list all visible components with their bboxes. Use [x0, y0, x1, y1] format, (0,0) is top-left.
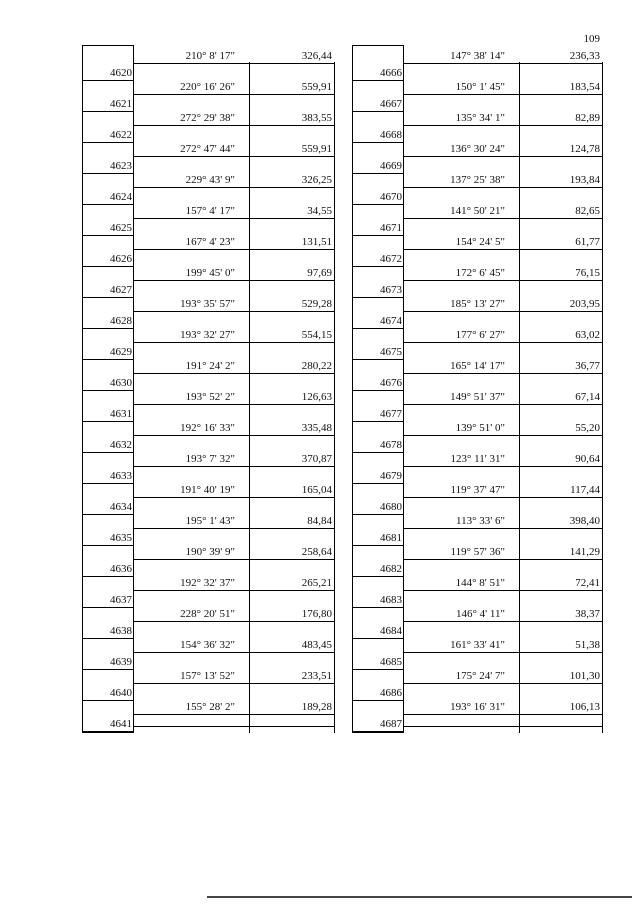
- point-row-divider: [82, 297, 134, 298]
- point-id: 4668: [380, 129, 402, 141]
- distance-cell: 265,21: [249, 577, 334, 591]
- point-id: 4641: [110, 718, 132, 730]
- point-row-divider: [82, 607, 134, 608]
- angle-cell: 157° 13' 52": [134, 670, 249, 684]
- point-id: 4639: [110, 656, 132, 668]
- point-row-divider: [352, 204, 404, 205]
- distance-cell: 84,84: [249, 515, 334, 529]
- distance-cell: 258,64: [249, 546, 334, 560]
- distance-cell: 36,77: [519, 360, 602, 374]
- angle-cell: 139° 51' 0": [404, 422, 519, 436]
- distance-cell: 183,54: [519, 81, 602, 95]
- point-row-divider: [352, 545, 404, 546]
- angle-cell: 144° 8' 51": [404, 577, 519, 591]
- point-id: 4678: [380, 439, 402, 451]
- angle-cell: 119° 37' 47": [404, 484, 519, 498]
- point-row-divider: [352, 607, 404, 608]
- angle-cell: 113° 33' 6": [404, 515, 519, 529]
- angle-cell: 210° 8' 17": [134, 50, 249, 64]
- angle-cell: 220° 16' 26": [134, 81, 249, 95]
- point-id: 4631: [110, 408, 132, 420]
- point-id: 4676: [380, 377, 402, 389]
- point-row-divider: [82, 204, 134, 205]
- angle-cell: 193° 35' 57": [134, 298, 249, 312]
- distance-cell: 326,44: [249, 50, 334, 64]
- point-row-divider: [352, 297, 404, 298]
- angle-cell: 154° 24' 5": [404, 236, 519, 250]
- point-row-divider: [352, 576, 404, 577]
- point-id: 4633: [110, 470, 132, 482]
- angle-cell: 192° 32' 37": [134, 577, 249, 591]
- point-row-divider: [352, 421, 404, 422]
- point-id: 4623: [110, 160, 132, 172]
- distance-cell: 326,25: [249, 174, 334, 188]
- point-row-divider: [82, 576, 134, 577]
- angle-cell: 229° 43' 9": [134, 174, 249, 188]
- distance-cell: 106,13: [519, 701, 602, 715]
- distance-cell: 383,55: [249, 112, 334, 126]
- point-id: 4622: [110, 129, 132, 141]
- point-row-divider: [82, 638, 134, 639]
- point-id: 4630: [110, 377, 132, 389]
- point-id: 4683: [380, 594, 402, 606]
- distance-cell: 82,65: [519, 205, 602, 219]
- point-id: 4667: [380, 98, 402, 110]
- point-id: 4674: [380, 315, 402, 327]
- table-right-border: [334, 62, 335, 733]
- distance-cell: 176,80: [249, 608, 334, 622]
- distance-cell: 335,48: [249, 422, 334, 436]
- point-id: 4632: [110, 439, 132, 451]
- point-id: 4629: [110, 346, 132, 358]
- angle-cell: 193° 52' 2": [134, 391, 249, 405]
- distance-cell: 34,55: [249, 205, 334, 219]
- distance-cell: 233,51: [249, 670, 334, 684]
- point-id: 4675: [380, 346, 402, 358]
- point-row-divider: [82, 142, 134, 143]
- angle-cell: 192° 16' 33": [134, 422, 249, 436]
- angle-cell: 154° 36' 32": [134, 639, 249, 653]
- point-row-divider: [352, 669, 404, 670]
- distance-cell: 117,44: [519, 484, 602, 498]
- distance-cell: 189,28: [249, 701, 334, 715]
- point-row-divider: [352, 514, 404, 515]
- point-row-divider: [352, 142, 404, 143]
- point-id: 4686: [380, 687, 402, 699]
- table-right-border: [602, 62, 603, 733]
- distance-cell: 82,89: [519, 112, 602, 126]
- point-id: 4638: [110, 625, 132, 637]
- point-id: 4669: [380, 160, 402, 172]
- angle-cell: 150° 1' 45": [404, 81, 519, 95]
- point-id: 4634: [110, 501, 132, 513]
- point-row-divider: [82, 700, 134, 701]
- distance-cell: 141,29: [519, 546, 602, 560]
- distance-cell: 51,38: [519, 639, 602, 653]
- point-row-divider: [82, 328, 134, 329]
- angle-cell: 167° 4' 23": [134, 236, 249, 250]
- angle-cell: 185° 13' 27": [404, 298, 519, 312]
- point-row-divider: [352, 700, 404, 701]
- point-row-divider: [352, 80, 404, 81]
- angle-cell: 119° 57' 36": [404, 546, 519, 560]
- distance-cell: 236,33: [519, 50, 602, 64]
- point-id: 4624: [110, 191, 132, 203]
- angle-cell: 175° 24' 7": [404, 670, 519, 684]
- table-bottom-rule: [134, 726, 334, 727]
- angle-cell: 172° 6' 45": [404, 267, 519, 281]
- point-row-divider: [352, 483, 404, 484]
- angle-cell: 193° 16' 31": [404, 701, 519, 715]
- point-row-divider: [352, 638, 404, 639]
- point-row-divider: [82, 421, 134, 422]
- point-id: 4673: [380, 284, 402, 296]
- point-id: 4687: [380, 718, 402, 730]
- distance-cell: 76,15: [519, 267, 602, 281]
- distance-cell: 101,30: [519, 670, 602, 684]
- angle-cell: 135° 34' 1": [404, 112, 519, 126]
- point-id: 4635: [110, 532, 132, 544]
- distance-cell: 131,51: [249, 236, 334, 250]
- point-id: 4640: [110, 687, 132, 699]
- angle-cell: 141° 50' 21": [404, 205, 519, 219]
- distance-cell: 38,37: [519, 608, 602, 622]
- point-row-divider: [352, 452, 404, 453]
- angle-cell: 193° 7' 32": [134, 453, 249, 467]
- point-id: 4682: [380, 563, 402, 575]
- point-id: 4680: [380, 501, 402, 513]
- angle-cell: 165° 14' 17": [404, 360, 519, 374]
- distance-cell: 483,45: [249, 639, 334, 653]
- point-row-divider: [82, 452, 134, 453]
- distance-cell: 63,02: [519, 329, 602, 343]
- angle-cell: 147° 38' 14": [404, 50, 519, 64]
- angle-cell: 146° 4' 11": [404, 608, 519, 622]
- point-row-divider: [82, 266, 134, 267]
- angle-cell: 177° 6' 27": [404, 329, 519, 343]
- angle-cell: 161° 33' 41": [404, 639, 519, 653]
- distance-cell: 126,63: [249, 391, 334, 405]
- point-id: 4621: [110, 98, 132, 110]
- distance-cell: 554,15: [249, 329, 334, 343]
- point-id: 4620: [110, 67, 132, 79]
- distance-cell: 55,20: [519, 422, 602, 436]
- point-row-divider: [82, 669, 134, 670]
- point-row-divider: [352, 359, 404, 360]
- point-row-divider: [352, 235, 404, 236]
- angle-cell: 195° 1' 43": [134, 515, 249, 529]
- distance-cell: 559,91: [249, 143, 334, 157]
- angle-cell: 155° 28' 2": [134, 701, 249, 715]
- point-row-divider: [82, 235, 134, 236]
- point-row-divider: [82, 359, 134, 360]
- point-id: 4685: [380, 656, 402, 668]
- angle-cell: 157° 4' 17": [134, 205, 249, 219]
- point-id: 4627: [110, 284, 132, 296]
- angle-cell: 137° 25' 38": [404, 174, 519, 188]
- table-bottom-rule: [404, 726, 602, 727]
- angle-cell: 136° 30' 24": [404, 143, 519, 157]
- distance-cell: 67,14: [519, 391, 602, 405]
- distance-cell: 61,77: [519, 236, 602, 250]
- angle-cell: 199° 45' 0": [134, 267, 249, 281]
- distance-cell: 97,69: [249, 267, 334, 281]
- angle-cell: 228° 20' 51": [134, 608, 249, 622]
- angle-cell: 191° 24' 2": [134, 360, 249, 374]
- point-row-divider: [82, 731, 134, 732]
- point-id: 4625: [110, 222, 132, 234]
- point-row-divider: [82, 545, 134, 546]
- point-id: 4626: [110, 253, 132, 265]
- point-id: 4671: [380, 222, 402, 234]
- point-row-divider: [82, 111, 134, 112]
- angle-cell: 149° 51' 37": [404, 391, 519, 405]
- page-number: 109: [583, 33, 600, 45]
- point-row-divider: [352, 731, 404, 732]
- point-id: 4672: [380, 253, 402, 265]
- point-id: 4677: [380, 408, 402, 420]
- angle-cell: 272° 29' 38": [134, 112, 249, 126]
- point-row-divider: [82, 483, 134, 484]
- point-id: 4679: [380, 470, 402, 482]
- distance-cell: 529,28: [249, 298, 334, 312]
- angle-cell: 193° 32' 27": [134, 329, 249, 343]
- distance-cell: 370,87: [249, 453, 334, 467]
- point-id: 4637: [110, 594, 132, 606]
- point-row-divider: [352, 173, 404, 174]
- point-id: 4681: [380, 532, 402, 544]
- point-row-divider: [352, 111, 404, 112]
- distance-cell: 280,22: [249, 360, 334, 374]
- point-row-divider: [82, 390, 134, 391]
- angle-cell: 190° 39' 9": [134, 546, 249, 560]
- point-row-divider: [82, 173, 134, 174]
- distance-cell: 203,95: [519, 298, 602, 312]
- point-row-divider: [352, 390, 404, 391]
- point-id: 4670: [380, 191, 402, 203]
- angle-cell: 123° 11' 31": [404, 453, 519, 467]
- point-row-divider: [352, 328, 404, 329]
- distance-cell: 72,41: [519, 577, 602, 591]
- point-id: 4636: [110, 563, 132, 575]
- footer-rule: [207, 896, 632, 898]
- point-row-divider: [82, 80, 134, 81]
- distance-cell: 124,78: [519, 143, 602, 157]
- distance-cell: 165,04: [249, 484, 334, 498]
- point-row-divider: [352, 266, 404, 267]
- distance-cell: 559,91: [249, 81, 334, 95]
- angle-cell: 272° 47' 44": [134, 143, 249, 157]
- point-id: 4666: [380, 67, 402, 79]
- point-row-divider: [82, 514, 134, 515]
- distance-cell: 90,64: [519, 453, 602, 467]
- point-id: 4628: [110, 315, 132, 327]
- distance-cell: 193,84: [519, 174, 602, 188]
- point-id: 4684: [380, 625, 402, 637]
- distance-cell: 398,40: [519, 515, 602, 529]
- angle-cell: 191° 40' 19": [134, 484, 249, 498]
